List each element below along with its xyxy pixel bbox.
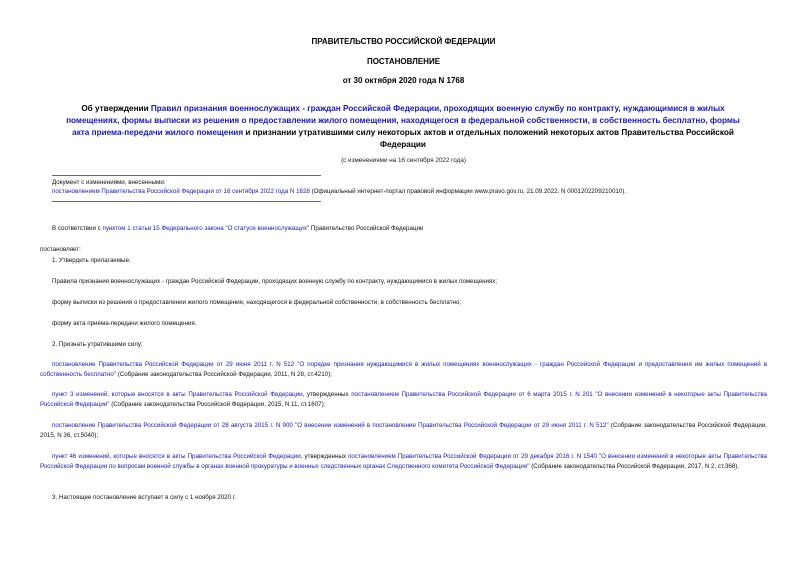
item-3: 3. Настоящее постановление вступает в силу с 1 ноября 2020 г. (52, 494, 236, 501)
repeal-4-mid: , утвержденных (300, 453, 349, 460)
repeal-4-link-b[interactable]: постановлением Правительства Российской Федерации от 29 декабря 2016 г. N 1540 "О внесении изменений в некоторые акты Правительства Российской Федерации по вопросам военной службы в органах военной прокуратуры и военных следственных органах Следственного комитета Российской Федерации" (40, 453, 767, 470)
changes-link[interactable]: постановлением Правительства Российской Федерации от 16 сентября 2022 года N 1628 (52, 188, 310, 195)
intro-prefix: В соответствии с (52, 225, 103, 232)
divider-top (52, 175, 321, 176)
changes-suffix: (Официальный интернет-портал правовой информации www.pravo.gov.ru, 21.09.2022, N 0001202209210010). (309, 188, 627, 195)
doc-type-heading: ПОСТАНОВЛЕНИЕ (366, 57, 441, 66)
approve-rules-link[interactable]: Правила признания военнослужащих - граждан Российской Федерации, проходящих военную службу по контракту, нуждающимися в жилых помещениях; (52, 278, 498, 285)
repeal-2-link-b[interactable]: постановлением Правительства Российской Федерации от 6 марта 2015 г. N 201 "О внесении изменений в некоторые акты Правительства Российской Федерации" (40, 391, 767, 408)
title-rules-link[interactable]: Правил признания военнослужащих - граждан Российской Федерации, проходящих военную службу по контракту, нуждающимися в жилых помещениях, формы выписки из решения о предоставлении жилого помещения, находящегося в федеральной собственности, в собственность бесплатно, формы акта приема-передачи жилого помещения (66, 104, 740, 137)
intro-suffix: Правительство Российской Федерации (309, 225, 424, 232)
date-number: от 30 октября 2020 года N 1768 (342, 76, 465, 85)
changes-label: Документ с изменениями, внесенными: (52, 179, 166, 186)
changes-line (52, 187, 772, 196)
document-title (58, 103, 748, 151)
item-2: 2. Признать утратившими силу: (52, 341, 143, 348)
repeal-1-suffix: (Собрание законодательства Российской Федерации, 2011, N 28, ст.4210); (115, 370, 332, 378)
repeal-2-mid: , утвержденных (302, 391, 352, 398)
amendment-note: (с изменениями на 16 сентября 2022 года) (341, 157, 466, 164)
repeal-3 (40, 421, 767, 440)
repeal-2-link-a[interactable]: пункт 3 изменений, которые вносятся в акты Правительства Российской Федерации (52, 391, 303, 398)
repeal-4 (40, 452, 767, 471)
repeal-1-link[interactable]: постановление Правительства Российской Федерации от 29 июня 2011 г. N 512 "О порядке признания нуждающимися в жилых помещениях военнослужащих - граждан Российской Федерации и предоставления им жилых помещений в собственность бесплатно" (40, 361, 767, 378)
approve-extract-form-link[interactable]: форму выписки из решения о предоставлении жилого помещения, находящегося в федеральной собственности, в собственность бесплатно; (52, 299, 462, 306)
repeal-1 (40, 360, 767, 379)
item-1: 1. Утвердить прилагаемые: (52, 257, 131, 264)
divider-bottom (52, 201, 321, 202)
title-suffix: и признании утратившими силу некоторых актов и отдельных положений некоторых актов Правительства Российской Федерации (243, 128, 734, 149)
decides-text: постановляет: (40, 246, 81, 253)
org-heading: ПРАВИТЕЛЬСТВО РОССИЙСКОЙ ФЕДЕРАЦИИ (311, 37, 496, 46)
repeal-2 (40, 390, 767, 409)
repeal-3-suffix: (Собрание законодательства Российской Федерации, 2015, N 36, ст.5040); (40, 422, 767, 439)
intro-law-link[interactable]: пунктом 1 статьи 15 Федерального закона "О статусе военнослужащих" (102, 225, 310, 232)
repeal-3-link[interactable]: постановление Правительства Российской Федерации от 28 августа 2015 г. N 900 "О внесении изменений в постановление Правительства Российской Федерации от 29 июня 2011 г. N 512" (52, 422, 609, 429)
title-prefix: Об утверждении (81, 104, 151, 113)
repeal-4-suffix: (Собрание законодательства Российской Федерации, 2017, N 2, ст.368). (529, 462, 739, 470)
approve-act-form-link[interactable]: форму акта приема-передачи жилого помещения. (52, 320, 197, 327)
repeal-4-link-a[interactable]: пункт 46 изменений, которые вносятся в акты Правительства Российской Федерации (52, 453, 301, 460)
intro-paragraph (52, 224, 752, 234)
repeal-2-suffix: (Собрание законодательства Российской Федерации, 2015, N 11, ст.1607); (109, 400, 326, 408)
